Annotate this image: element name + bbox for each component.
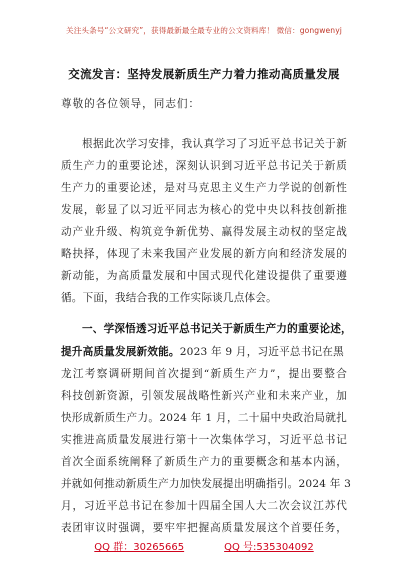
paragraph-line: 发展，彰显了以习近平同志为核心的党中央以科技创新推 bbox=[61, 204, 347, 216]
paragraph-line: 实推进高质量发展进行第十一次集体学习，习近平总书记 bbox=[61, 434, 347, 446]
paragraph-line: 并就如何推动新质生产力加快发展提出明确指引。2024 年 3 bbox=[61, 478, 352, 490]
paragraph-line: 新动能，为高质量发展和中国式现代化建设提供了重要遵 bbox=[61, 270, 347, 282]
footer-qq-group: QQ 群：30265665 bbox=[94, 542, 185, 553]
paragraph-line: 快形成新质生产力。2024 年 1 月，二十届中央政治局就扎 bbox=[61, 412, 347, 424]
section-heading-continuation-line bbox=[61, 344, 347, 359]
footer-qq-number: QQ 号:535304092 bbox=[224, 542, 314, 553]
paragraph-line: 质生产力的重要论述，深刻认识到习近平总书记关于新质 bbox=[61, 160, 347, 172]
paragraph-line: 生产力的重要论述，是对马克思主义生产力学说的创新性 bbox=[61, 182, 347, 194]
paragraph-line: 科技创新资源，引领发展战略性新兴产业和未来产业，加 bbox=[61, 390, 347, 402]
header-promo-note: 关注头条号“公文研究”，获得最新最全最专业的公文资料库！ 微信：gongwenyj bbox=[66, 26, 342, 35]
salutation: 尊敬的各位领导，同志们： bbox=[61, 98, 201, 110]
paragraph-line: 月，习近平总书记在参加十四届全国人大二次会议江苏代 bbox=[61, 500, 347, 512]
paragraph-line: 循。下面，我结合我的工作实际谈几点体会。 bbox=[61, 292, 277, 304]
section-heading: 一、学深悟透习近平总书记关于新质生产力的重要论述， bbox=[82, 323, 352, 335]
section-heading-continuation: 提升高质量发展新效能。 bbox=[61, 346, 180, 358]
page-title: 交流发言：坚持发展新质生产力着力推动高质量发展 bbox=[68, 67, 340, 81]
paragraph-line: 龙江考察调研期间首次提到“新质生产力”，提出要整合 bbox=[61, 368, 347, 380]
footer-contact bbox=[0, 538, 408, 553]
paragraph-line: 表团审议时强调，要牢牢把握高质量发展这个首要任务， bbox=[61, 522, 347, 534]
paragraph-line: 2023 年 9 月，习近平总书记在黑 bbox=[179, 346, 344, 358]
paragraph-line: 根据此次学习安排，我认真学习了习近平总书记关于新 bbox=[82, 138, 347, 150]
paragraph-line: 动产业升级、构筑竞争新优势、赢得发展主动权的坚定战 bbox=[61, 226, 347, 238]
paragraph-line: 首次全面系统阐释了新质生产力的重要概念和基本内涵， bbox=[61, 456, 347, 468]
paragraph-line: 略抉择，体现了未来我国产业发展的新方向和经济发展的 bbox=[61, 248, 347, 260]
